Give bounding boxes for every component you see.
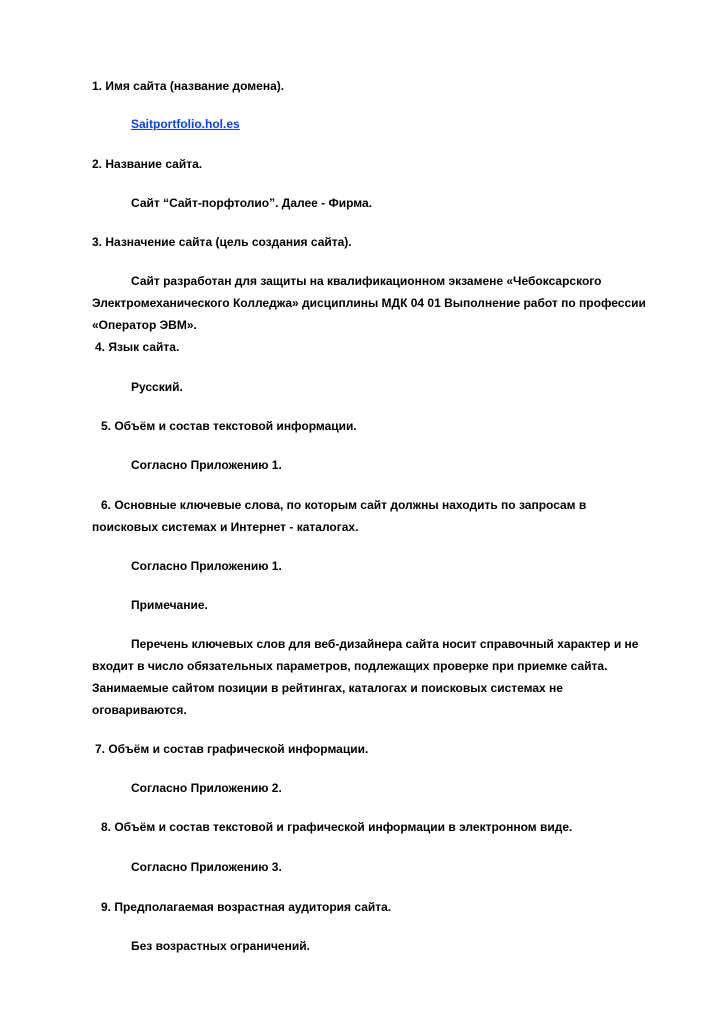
note-title: Примечание. bbox=[131, 598, 208, 612]
section-7-body: Согласно Приложению 2. bbox=[131, 781, 282, 795]
section-8-body: Согласно Приложению 3. bbox=[131, 860, 282, 874]
section-6-heading: 6. Основные ключевые слова, по которым сайт должны находить по запросам в bbox=[101, 498, 587, 512]
domain-link[interactable]: Saitportfolio.hol.es bbox=[131, 117, 240, 131]
note-line-4: оговариваются. bbox=[92, 703, 187, 717]
note-line-1: Перечень ключевых слов для веб-дизайнера сайта носит справочный характер и не bbox=[131, 637, 639, 651]
section-6-heading-cont: поисковых системах и Интернет - каталогах. bbox=[92, 520, 359, 534]
section-9-heading: 9. Предполагаемая возрастная аудитория сайта. bbox=[101, 900, 392, 914]
section-4-heading: 4. Язык сайта. bbox=[95, 340, 180, 354]
note-line-2: входит в число обязательных параметров, подлежащих проверке при приемке сайта. bbox=[92, 659, 608, 673]
section-4-body: Русский. bbox=[131, 380, 183, 394]
section-3-heading: 3. Назначение сайта (цель создания сайта). bbox=[92, 235, 352, 249]
section-9-body: Без возрастных ограничений. bbox=[131, 939, 310, 953]
note-line-3: Занимаемые сайтом позиции в рейтингах, каталогах и поисковых системах не bbox=[92, 681, 563, 695]
section-3-body-line-2: Электромеханического Колледжа» дисциплины МДК 04 01 Выполнение работ по профессии bbox=[92, 296, 646, 310]
section-7-heading: 7. Объём и состав графической информации. bbox=[95, 742, 369, 756]
section-2-heading: 2. Название сайта. bbox=[92, 157, 203, 171]
section-3-body-line-1: Сайт разработан для защиты на квалификационном экзамене «Чебоксарского bbox=[131, 274, 602, 288]
section-5-heading: 5. Объём и состав текстовой информации. bbox=[101, 419, 357, 433]
section-5-body: Согласно Приложению 1. bbox=[131, 458, 282, 472]
section-1-heading: 1. Имя сайта (название домена). bbox=[92, 79, 285, 93]
section-2-body: Сайт “Сайт-порфтолио”. Далее - Фирма. bbox=[131, 196, 373, 210]
section-3-body-line-3: «Оператор ЭВМ». bbox=[92, 318, 197, 332]
section-6-body: Согласно Приложению 1. bbox=[131, 559, 282, 573]
section-8-heading: 8. Объём и состав текстовой и графической информации в электронном виде. bbox=[101, 820, 573, 834]
